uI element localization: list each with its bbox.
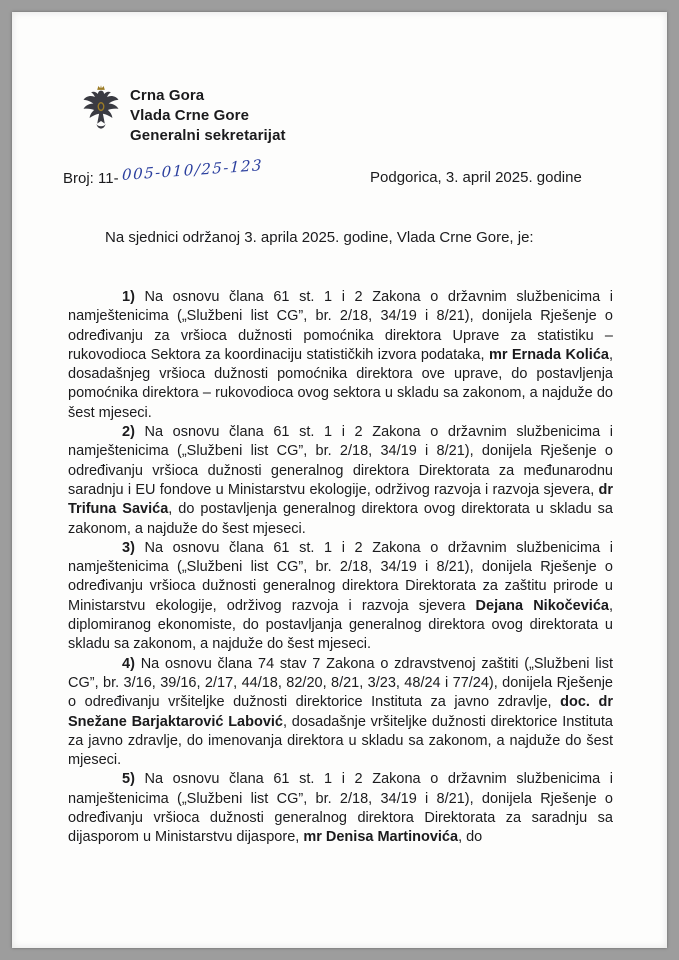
letterhead — [130, 86, 286, 146]
bold-text: dr Trifuna Savića — [68, 481, 613, 518]
body-text: , do — [458, 829, 483, 846]
bold-text: 5) — [122, 771, 145, 788]
montenegro-coat-of-arms-icon — [82, 84, 120, 142]
reference-line — [63, 156, 263, 187]
body-text: , diplomiranog ekonomiste, do postavljanja generalnog direktora ovog direktorata u skladu sa zakonom, a najduže do šest mjeseci. — [68, 597, 613, 653]
decision-paragraph — [68, 655, 613, 771]
letterhead-government: Vlada Crne Gore — [130, 107, 250, 124]
bold-text: 1) — [122, 289, 145, 305]
decision-paragraph — [68, 288, 613, 423]
document-number-handwritten: 005-010/25-123 — [121, 156, 263, 185]
session-intro: Na sjednici održanoj 3. aprila 2025. godine, Vlada Crne Gore, je: — [105, 229, 534, 246]
decision-paragraph — [68, 770, 613, 847]
body-text: , do postavljenja generalnog direktora ovog direktorata u skladu sa zakonom, a najduže do šest mjeseci. — [68, 501, 614, 537]
bold-text: 2) — [122, 424, 145, 441]
decision-paragraph — [68, 539, 613, 655]
decisions — [68, 288, 613, 848]
letterhead-department: Generalni sekretarijat — [130, 127, 286, 144]
body-text: Na osnovu člana 61 st. 1 i 2 Zakona o državnim službenicima i namještenicima („Službeni list CG”, br. 2/18, 34/19 i 8/21), donijela Rješenje o određivanju vršioca dužnosti generalnog direktora Direktorata za zaštitu prirode u Ministarstvu ekologije, održivog razvoja i razvoja sjevera — [68, 539, 613, 614]
body-text: Na osnovu člana 74 stav 7 Zakona o zdravstvenoj zaštiti („Službeni list CG”, br. 3/16, 39/16, 2/17, 44/18, 82/20, 8/21, 3/23, 48/24 i 77/24), donijela Rješenje o određivanju vršiteljke dužnosti direktorice Instituta za javno zdravlje, — [68, 655, 614, 711]
body-text: Na osnovu člana 61 st. 1 i 2 Zakona o državnim službenicima i namještenicima („Službeni list CG”, br. 2/18, 34/19 i 8/21), donijela Rješenje o određivanju vršioca dužnosti generalnog direktora Direktorata za saradnju sa dijasporom u Ministarstvu dijaspore, — [68, 771, 613, 846]
decision-paragraph — [68, 423, 613, 539]
document-page — [12, 12, 667, 948]
bold-text: mr Ernada Kolića — [488, 346, 609, 363]
bold-text: Dejana Nikočevića — [475, 597, 609, 614]
bold-text: 4) — [122, 655, 141, 672]
body-text: , dosadašnjeg vršioca dužnosti pomoćnika direktora ove uprave, do postavljenja pomoćnika direktora – rukovodioca ovog sektora u skladu sa zakonom, a najduže do šest mjeseci. — [68, 346, 613, 421]
place-and-date: Podgorica, 3. april 2025. godine — [370, 169, 582, 186]
bold-text: doc. dr Snežane Barjaktarović Labović — [68, 694, 613, 730]
bold-text: mr Denisa Martinovića — [303, 829, 459, 846]
letterhead-country: Crna Gora — [130, 87, 205, 104]
body-text: , dosadašnje vršiteljke dužnosti direktorice Instituta za javno zdravlje, do imenovanja direktora u skladu sa zakonom, a najduže do šest mjeseci. — [68, 713, 613, 769]
body-text: Na osnovu člana 61 st. 1 i 2 Zakona o državnim službenicima i namještenicima („Službeni list CG”, br. 2/18, 34/19 i 8/21), donijela Rješenje o određivanju za vršioca dužnosti pomoćnika direktora Uprave za statistiku – rukovodioca Sektora za koordinaciju statističkih izvora podataka, — [68, 289, 613, 363]
bold-text: 3) — [122, 539, 145, 556]
document-number-label: Broj: 11- — [63, 170, 119, 187]
body-text: Na osnovu člana 61 st. 1 i 2 Zakona o državnim službenicima i namještenicima („Službeni list CG”, br. 2/18, 34/19 i 8/21), donijela Rješenje o određivanju vršioca dužnosti generalnog direktora Direktorata za međunarodnu saradnju i EU fondove u Ministarstvu ekologije, održivog razvoja i razvoja sjevera, — [68, 424, 613, 498]
